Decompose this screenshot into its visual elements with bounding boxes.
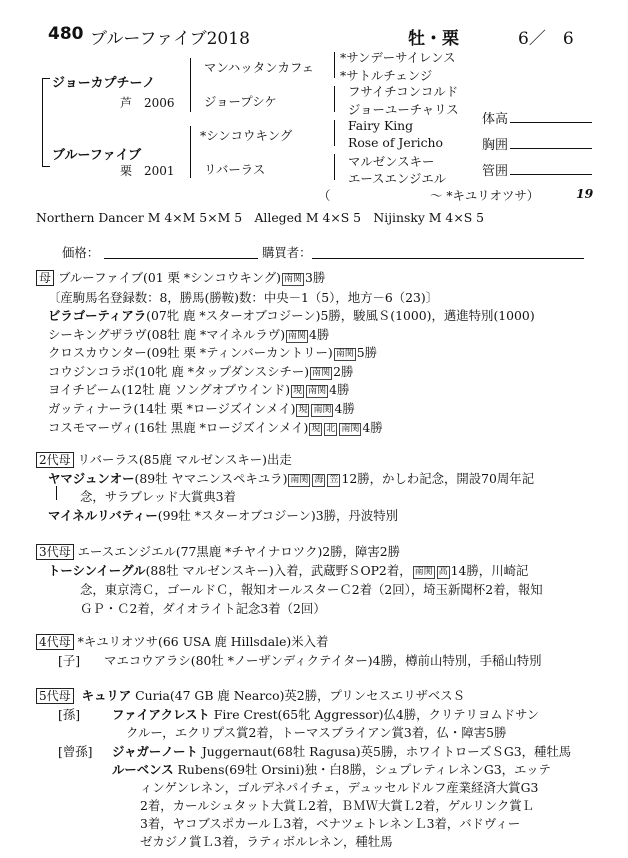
dam-info: 栗 2001 [120, 164, 175, 178]
progeny-detail: (09牡 栗 *ティンバーカントリー) [146, 345, 333, 361]
progeny-detail: (12牡 鹿 ソングオブウインド) [121, 382, 291, 398]
region-tag: 北 [326, 423, 336, 434]
sire-dam-dam: ジョーユーチャリス [348, 102, 459, 117]
girth-label: 胸囲 [482, 138, 509, 153]
tail-number: 19 [576, 186, 594, 201]
region-tag: 南関 [335, 349, 354, 360]
progeny-name: シーキングザラヴ [48, 326, 147, 342]
relation-label: [子] [58, 653, 81, 668]
tail-open: （ [318, 188, 331, 203]
page-indicator: 6／ 6 [518, 29, 574, 49]
dam-name: ブルーファイブ [52, 148, 142, 163]
sex-color: 牡・栗 [408, 29, 459, 49]
section-label: 母 [36, 270, 54, 286]
region-tag: 南関 [288, 330, 307, 341]
progeny-detail: (14牡 栗 *ロージズインメイ) [133, 401, 296, 416]
progeny-tail: 12勝，かしわ記念，開設70周年記 [341, 471, 535, 486]
progeny-name: トーシンイーグル [48, 563, 146, 578]
progeny-name: ヨイチビーム [48, 382, 122, 398]
region-tag: 海 [314, 475, 324, 485]
region-tag: 南関 [313, 405, 332, 415]
progeny-cont: クルー，エクリプス賞2着，トーマスブライアン賞3着，仏・障害5勝 [126, 725, 507, 740]
section-label: 5代母 [36, 688, 74, 704]
tail-text: ～ *キユリオツサ） [430, 188, 540, 203]
region-tag: 南関 [312, 367, 331, 378]
height-label: 体高 [482, 112, 509, 127]
progeny-row [48, 399, 355, 417]
progeny-name: コスモマーヴィ [48, 419, 134, 435]
progeny-detail: (07牝 鹿 *スターオブコジーン)5勝，駿風Ｓ(1000)，邁進特別(1000) [146, 308, 535, 323]
sire-dam: ジョープシケ [204, 94, 277, 109]
progeny-detail: Curia(47 GB 鹿 Nearco)英2勝，プリンセスエリザベスＳ [135, 688, 466, 703]
progeny-cont: 念，東京湾Ｃ，ゴールドＣ，報知オールスターＣ2着（2回），埼玉新聞杯2着，報知 [80, 582, 543, 597]
sire-sire: マンハッタンカフェ [204, 60, 315, 75]
section-head-tail: 3勝 [304, 270, 326, 285]
progeny-cont: 2着，カールシュタット大賞Ｌ2着，ＢＭＷ大賞Ｌ2着，ゲルリンク賞Ｌ [140, 798, 535, 813]
region-tag: 現 [311, 423, 321, 434]
progeny-stats: 〔産駒馬名登録数：8，勝馬(勝鞍)数：中央－1（5），地方－6（23)〕 [48, 290, 439, 305]
section-head: エースエンジエル(77黒鹿 *チヤイナロツク)2勝，障害2勝 [77, 544, 401, 559]
progeny-detail: (89牡 ヤマニンスペキユラ) [134, 471, 288, 486]
progeny-detail: Juggernaut(68牡 Ragusa)英5勝，ホワイトローズＳG3，種牡馬 [201, 744, 572, 759]
progeny-row [48, 418, 383, 436]
inbreeding: Northern Dancer M 4×M 5×M 5 Alleged M 4×S 5 Nijinsky M 4×S 5 [36, 210, 485, 225]
sire-sire-dam: *サトルチェンジ [340, 68, 433, 83]
progeny-tail: 4勝 [309, 326, 330, 342]
progeny-detail: Fire Crest(65牝 Aggressor)仏4勝，クリテリヨムドサン [213, 707, 540, 722]
section-label: 4代母 [36, 634, 74, 650]
region-tag: 南関 [308, 386, 327, 397]
dam-dam: リバーラス [204, 162, 266, 177]
progeny-tail: 14勝，川崎記 [450, 563, 529, 578]
progeny-cont: ィンゲンレネン，ゴルデネパイチェ，デュッセルドルフ産業経済大賞G3 [140, 780, 539, 795]
sire-info: 芦 2006 [120, 96, 175, 110]
progeny-detail: (88牡 マルゼンスキー)入着，武蔵野ＳOP2着， [145, 563, 412, 578]
progeny-tail: 4勝 [362, 419, 383, 435]
progeny-tail: 2勝 [333, 363, 354, 379]
progeny-name: ルーベンス [112, 762, 174, 777]
progeny-name: コウジンコラボ [48, 363, 135, 379]
section-label: 2代母 [36, 452, 74, 468]
region-tag: 現 [293, 386, 303, 397]
dam-sire-sire: Fairy King [348, 118, 414, 133]
progeny-name: マエコウアラシ [104, 653, 191, 668]
region-tag: 南関 [283, 274, 302, 284]
sire-sire-sire: *サンデーサイレンス [340, 50, 456, 65]
progeny-row [48, 343, 377, 361]
progeny-row [48, 325, 329, 343]
region-tag: 南関 [414, 567, 433, 577]
progeny-row [48, 380, 349, 398]
horse-name: ブルーファイブ2018 [90, 29, 250, 49]
dam-dam-sire: マルゼンスキー [348, 154, 435, 169]
progeny-name: クロスカウンター [48, 345, 147, 361]
relation-label: [曾孫] [58, 744, 93, 759]
dam-sire-dam: Rose of Jericho [348, 135, 443, 150]
progeny-name: ガッティナーラ [48, 401, 134, 416]
progeny-row [48, 306, 535, 324]
progeny-tail: 5勝 [356, 345, 378, 361]
progeny-detail: Rubens(69牡 Orsini)独・白8勝，シュプレティレネンG3，エッテ [177, 762, 551, 777]
progeny-detail: (99牡 *スターオブコジーン)3勝，丹波特別 [157, 508, 398, 523]
region-tag: 笠 [329, 475, 339, 485]
price-label: 価格： [62, 245, 100, 260]
progeny-tail: 4勝 [329, 382, 350, 398]
progeny-cont: 念，サラブレッド大賞典3着 [80, 489, 236, 504]
progeny-name: ファイアクレスト [112, 707, 210, 722]
cannon-label: 管囲 [482, 164, 509, 179]
progeny-name: マイネルリバティー [48, 508, 158, 523]
buyer-label: 購買者： [262, 245, 312, 260]
progeny-cont: 3着，ヤコブスポカールＬ3着，ベナツェトレネンＬ3着，バドヴィー [140, 816, 521, 831]
progeny-name: キュリア [81, 688, 132, 703]
progeny-cont: ゼカジノ賞Ｌ3着，ラティボルレネン，種牡馬 [140, 834, 393, 849]
progeny-name: ジャガーノート [112, 744, 198, 759]
region-tag: 南関 [341, 423, 360, 434]
section-head: ブルーファイブ(01 栗 *シンコウキング) [58, 270, 281, 285]
catalog-number: 480 [48, 24, 84, 44]
section-head: *キユリオツサ(66 USA 鹿 Hillsdale)米入着 [77, 634, 329, 649]
dam-dam-dam: エースエンジエル [348, 171, 447, 186]
progeny-detail: (08牡 鹿 *マイネルラヴ) [146, 326, 286, 342]
progeny-detail: (80牡 *ノーザンディクテイター)4勝，樽前山特別，手稲山特別 [190, 653, 542, 668]
progeny-name: ヤマジュンオー [48, 471, 135, 486]
region-tag: 南関 [290, 475, 309, 485]
dam-sire: *シンコウキング [200, 128, 293, 143]
section-label: 3代母 [36, 544, 74, 560]
relation-label: [孫] [58, 707, 81, 722]
progeny-row [48, 362, 353, 380]
region-tag: 現 [298, 405, 308, 415]
progeny-detail: (16牡 黒鹿 *ロージズインメイ) [134, 419, 309, 435]
region-tag: 高 [438, 567, 448, 577]
progeny-name: ビラゴーティアラ [48, 308, 147, 323]
progeny-tail: 4勝 [334, 401, 355, 416]
progeny-cont: ＧＰ・Ｃ2着，ダイオライト記念3着（2回） [80, 601, 326, 616]
progeny-detail: (10牝 鹿 *タップダンスシチー) [134, 363, 310, 379]
sire-dam-sire: フサイチコンコルド [348, 84, 459, 99]
section-head: リバーラス(85鹿 マルゼンスキー)出走 [77, 452, 292, 467]
sire-name: ジョーカプチーノ [52, 76, 156, 91]
